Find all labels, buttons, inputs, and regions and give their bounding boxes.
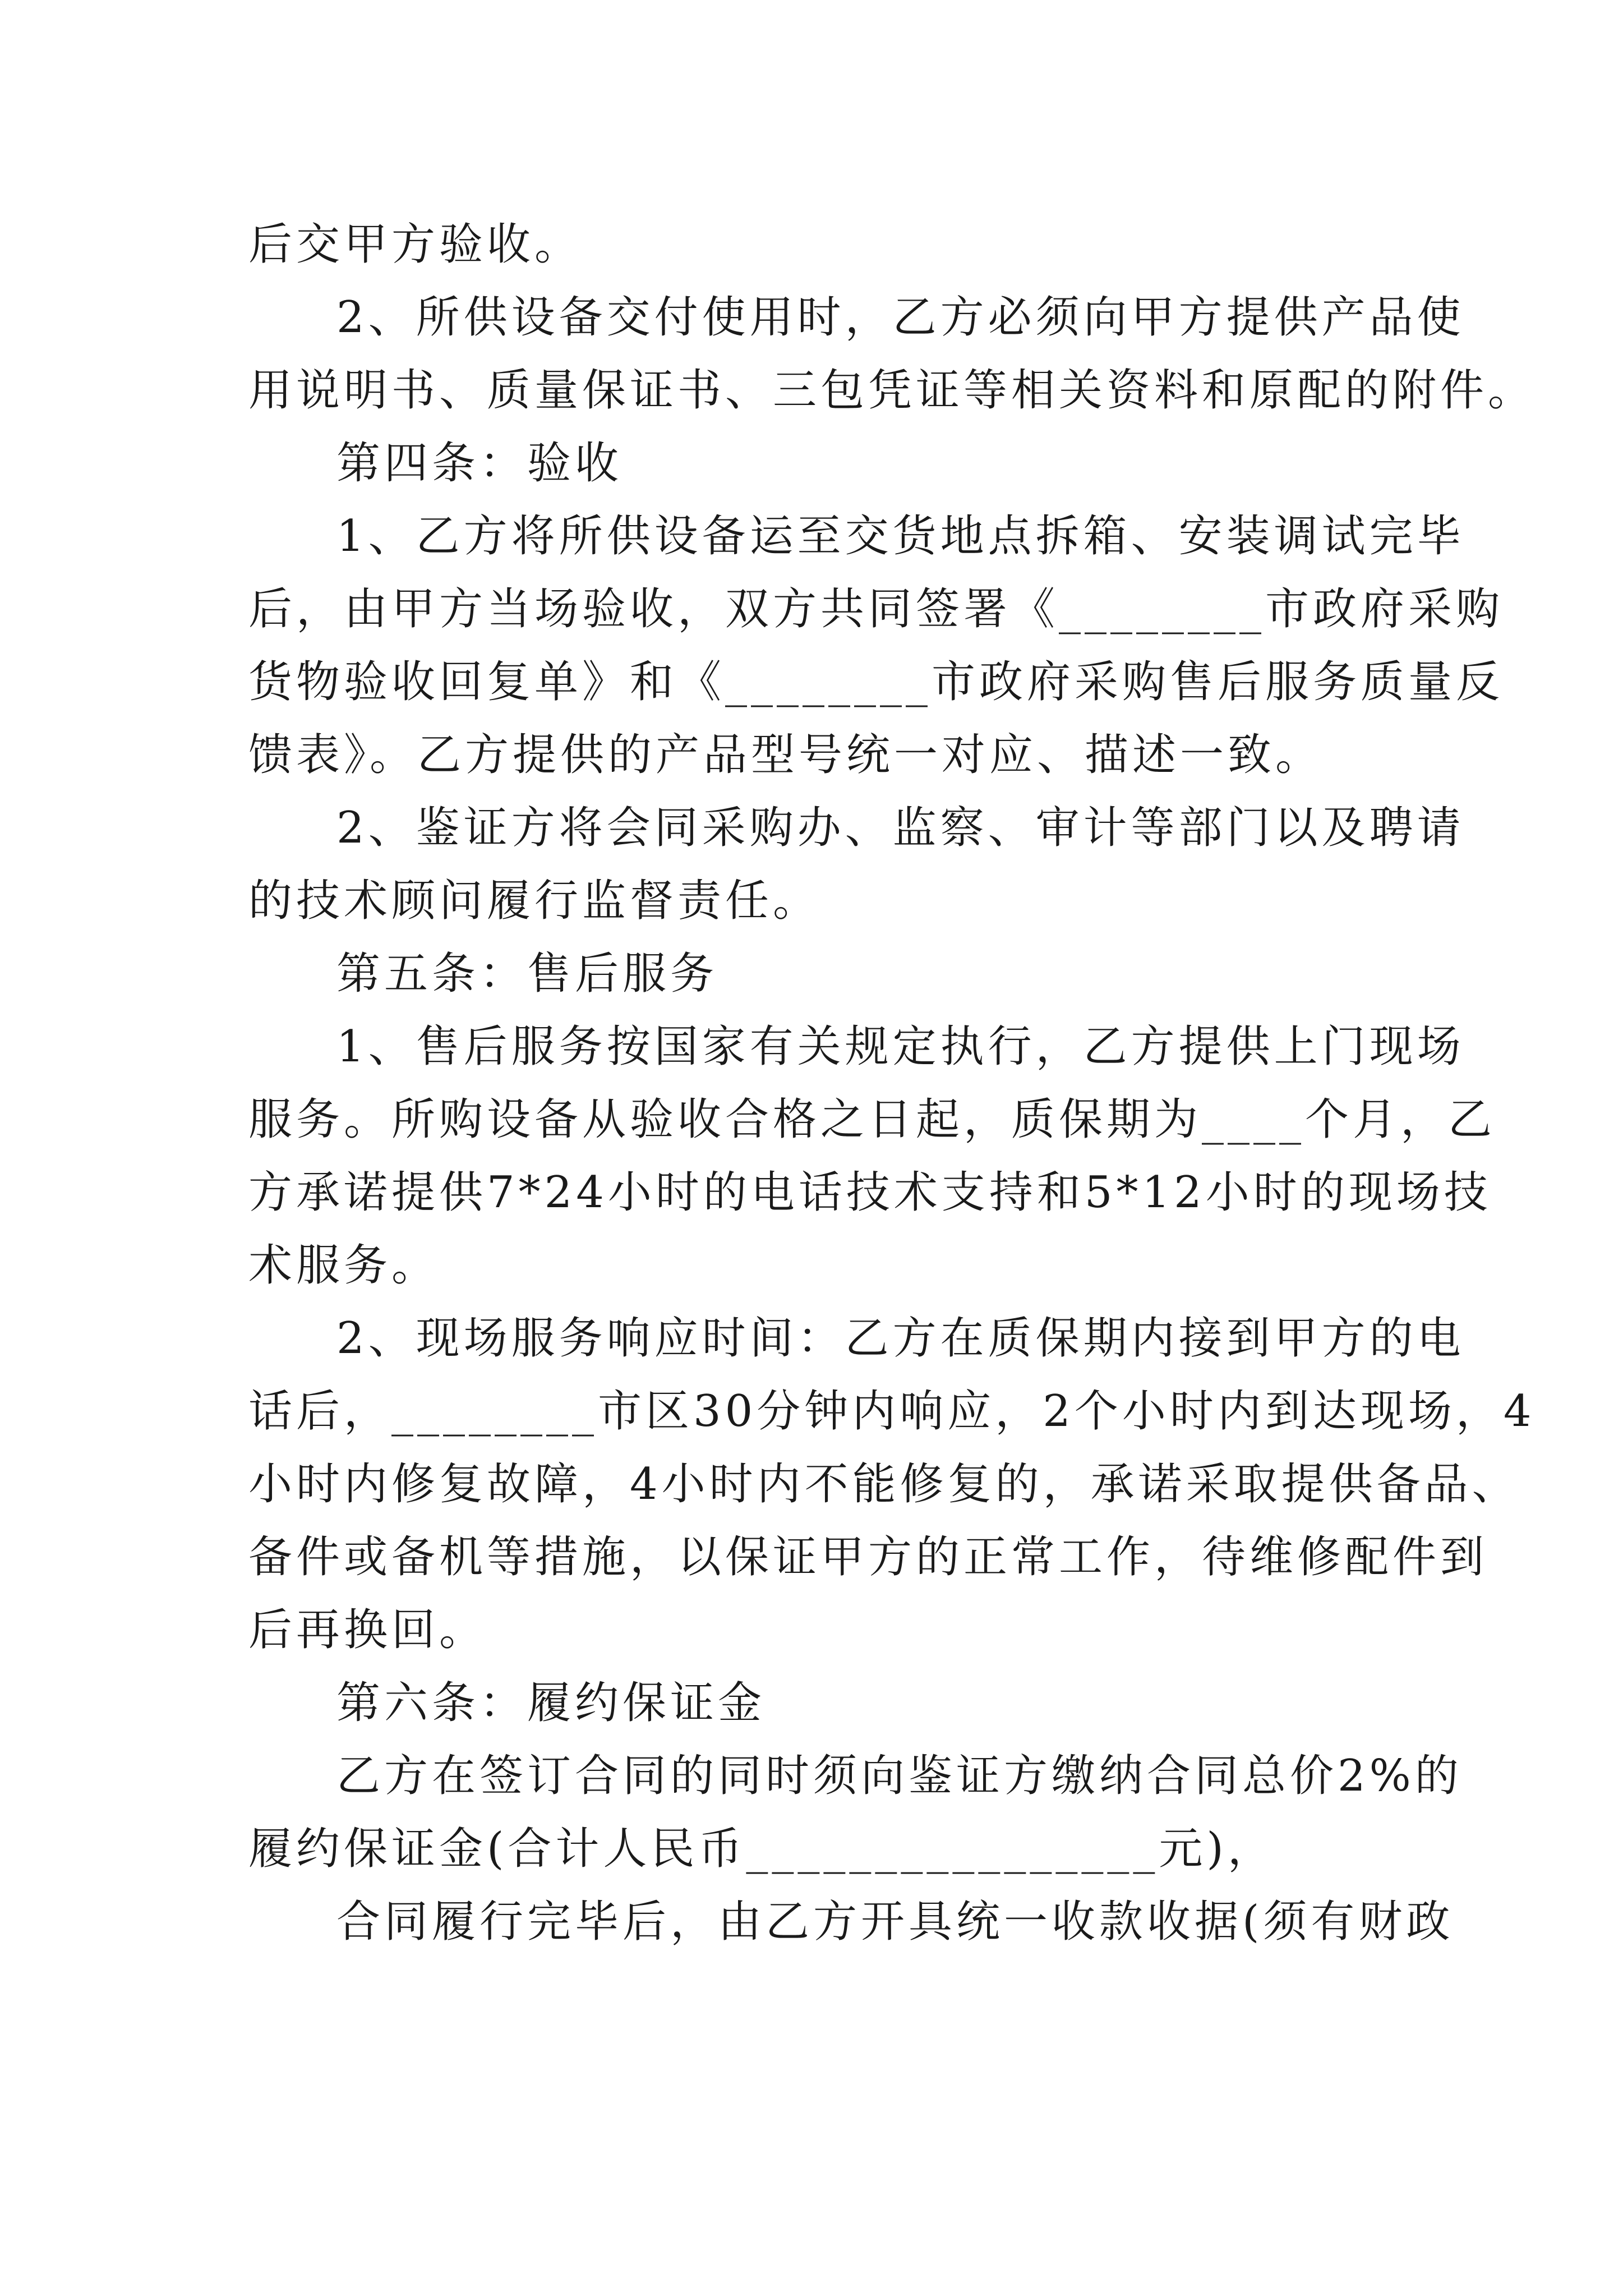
text-line: 术服务。 [248,1240,440,1291]
text-line: 1、乙方将所供设备运至交货地点拆箱、安装调试完毕 [336,511,1465,562]
text-line: 的技术顾问履行监督责任。 [248,876,821,926]
text-line: 1、售后服务按国家有关规定执行，乙方提供上门现场 [336,1022,1465,1072]
text-line: 小时内修复故障，4小时内不能修复的，承诺采取提供备品、 [248,1459,1520,1510]
text-line: 后再换回。 [248,1605,487,1655]
text-line: 后交甲方验收。 [248,219,583,270]
text-line: 备件或备机等措施，以保证甲方的正常工作，待维修配件到 [248,1532,1488,1582]
text-line: 服务。所购设备从验收合格之日起，质保期为____个月，乙 [248,1094,1496,1145]
text-line: 馈表》。乙方提供的产品型号统一对应、描述一致。 [248,730,1324,780]
section-heading: 第六条：履约保证金 [336,1678,766,1728]
text-line: 履约保证金(合计人民币________________元)， [248,1824,1275,1874]
text-line: 乙方在签订合同的同时须向鉴证方缴纳合同总价2%的 [336,1751,1463,1801]
text-line: 合同履行完毕后，由乙方开具统一收款收据(须有财政 [336,1897,1454,1947]
section-heading: 第五条：售后服务 [336,949,718,999]
text-line: 方承诺提供7*24小时的电话技术支持和5*12小时的现场技 [248,1167,1492,1218]
text-line: 2、现场服务响应时间：乙方在质保期内接到甲方的电 [336,1313,1465,1364]
text-line: 话后，________市区30分钟内响应，2个小时内到达现场，4 [248,1386,1536,1437]
text-line: 用说明书、质量保证书、三包凭证等相关资料和原配的附件。 [248,365,1536,416]
text-line: 货物验收回复单》和《________市政府采购售后服务质量反 [248,657,1504,707]
text-line: 2、所供设备交付使用时，乙方必须向甲方提供产品使 [336,292,1465,343]
text-line: 后，由甲方当场验收，双方共同签署《________市政府采购 [248,584,1504,634]
section-heading: 第四条：验收 [336,438,623,489]
text-line: 2、鉴证方将会同采购办、监察、审计等部门以及聘请 [336,803,1465,853]
